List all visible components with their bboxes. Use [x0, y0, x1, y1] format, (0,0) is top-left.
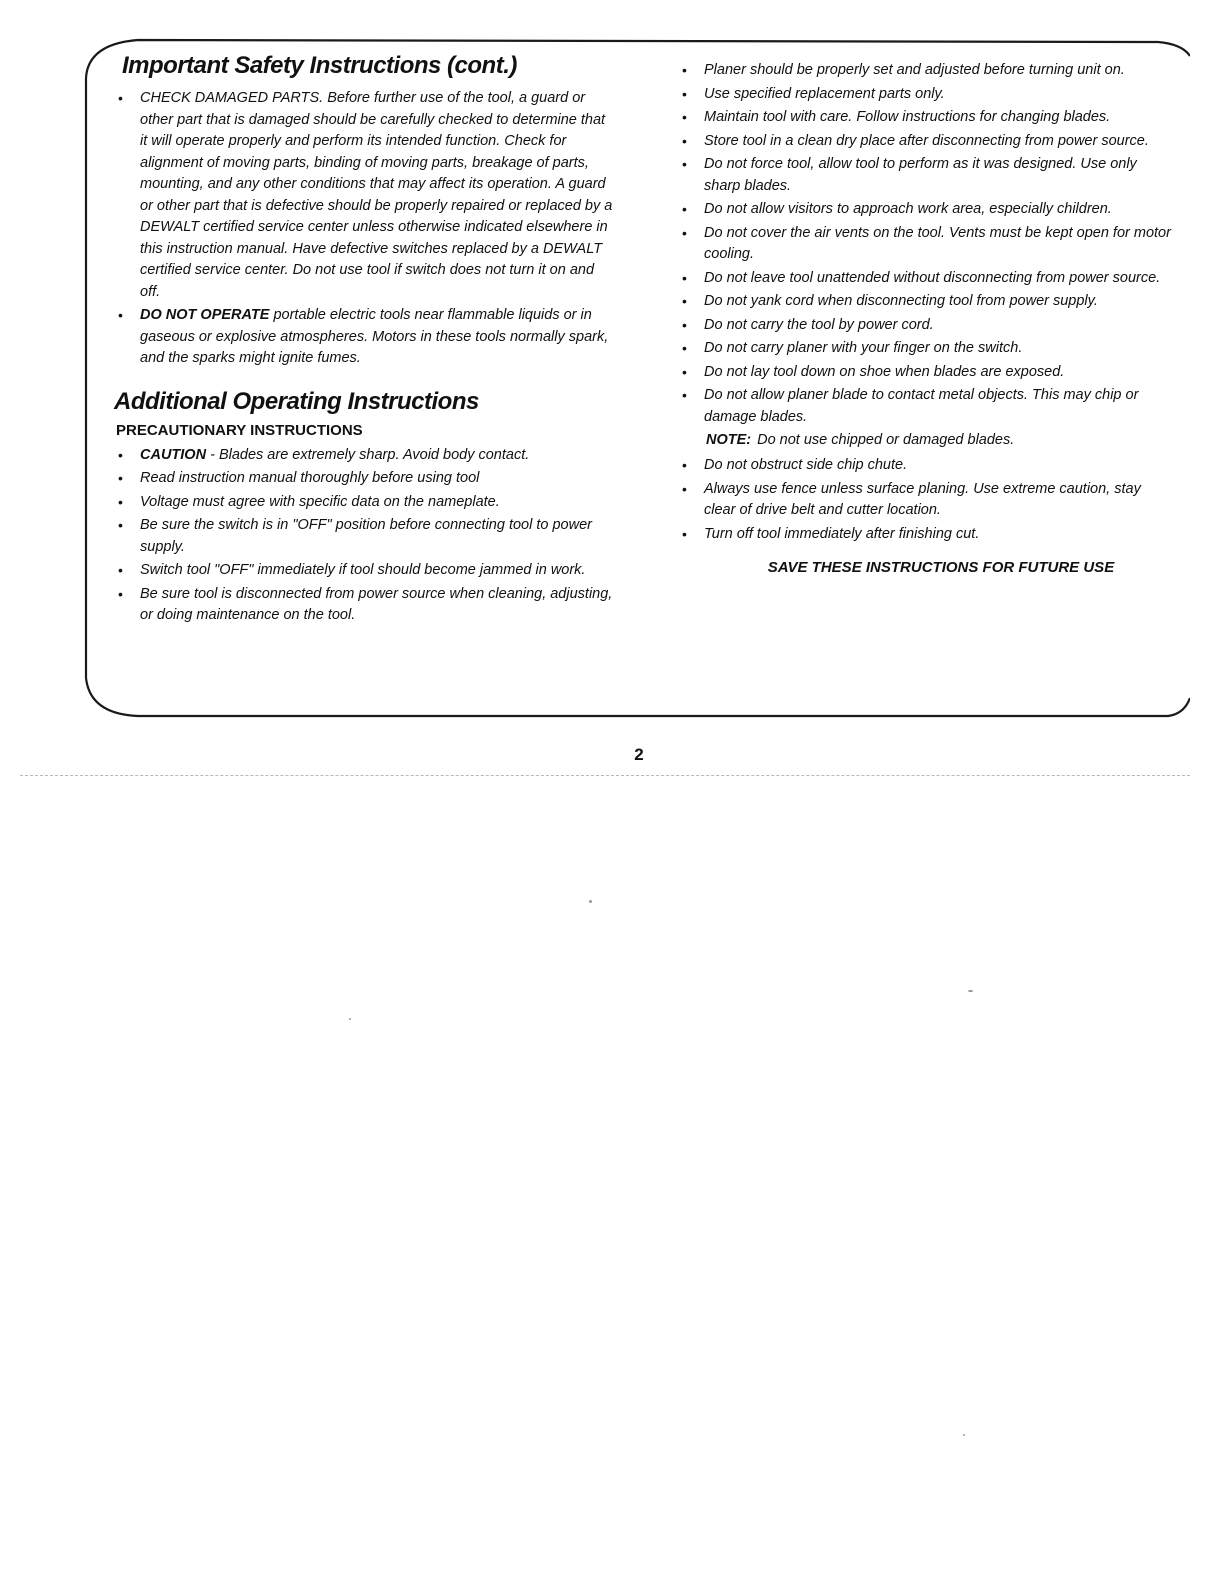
list-item	[678, 455, 1174, 477]
list-item	[678, 84, 1174, 106]
item-text: Do not carry planer with your finger on the switch.	[704, 340, 1023, 356]
item-text: Do not lay tool down on shoe when blades are exposed.	[704, 363, 1065, 380]
list-item	[114, 560, 614, 582]
list-item	[678, 479, 1174, 522]
list-item	[678, 338, 1174, 360]
item-text: - Blades are extremely sharp. Avoid body contact.	[206, 446, 530, 463]
item-text: Do not force tool, allow tool to perform as it was designed. Use only sharp blades.	[704, 156, 1137, 194]
list-item	[678, 60, 1174, 82]
list-item	[678, 315, 1174, 337]
list-item	[114, 584, 614, 627]
item-text: Do not leave tool unattended without disconnecting from power source.	[704, 269, 1161, 286]
operating-heading: Additional Operating Instructions	[114, 387, 479, 415]
note-lead: NOTE:	[706, 432, 752, 448]
list-item	[678, 524, 1174, 546]
item-text: Do not yank cord when disconnecting tool from power supply.	[704, 293, 1098, 309]
list-item	[678, 385, 1174, 428]
list-item	[678, 223, 1174, 266]
item-text: Be sure tool is disconnected from power source when cleaning, adjusting, or doing maintenance on the tool.	[140, 585, 613, 623]
list-item	[114, 445, 614, 467]
list-item	[678, 131, 1174, 153]
item-text: Maintain tool with care. Follow instructions for changing blades.	[704, 109, 1111, 125]
item-text: Do not allow planer blade to contact metal objects. This may chip or damage blades.	[704, 387, 1139, 425]
note	[678, 430, 1174, 451]
item-text: Voltage must agree with specific data on the nameplate.	[140, 493, 500, 510]
right-list-b	[678, 455, 1174, 545]
scan-speck	[589, 900, 592, 903]
right-list-a	[678, 60, 1174, 428]
item-text: Always use fence unless surface planing. Use extreme caution, stay clear of drive belt and cutter location.	[704, 480, 1141, 518]
item-text: Turn off tool immediately after finishing cut.	[704, 525, 980, 542]
item-lead: CAUTION	[140, 446, 207, 463]
note-text: Do not use chipped or damaged blades.	[757, 432, 1015, 448]
list-item	[114, 88, 614, 303]
right-column	[678, 60, 1174, 576]
list-item	[678, 291, 1174, 313]
item-text: portable electric tools near flammable liquids or in gaseous or explosive atmospheres. Motors in these tools normally spark, and the sparks might ignite fumes.	[140, 307, 609, 366]
list-item	[114, 515, 614, 558]
item-text: Do not allow visitors to approach work area, especially children.	[704, 201, 1112, 217]
list-item	[114, 468, 614, 490]
item-text: Do not cover the air vents on the tool. Vents must be kept open for motor cooling.	[704, 224, 1171, 262]
item-text: Do not carry the tool by power cord.	[704, 316, 934, 333]
item-lead: DO NOT OPERATE	[140, 307, 270, 323]
list-item	[114, 492, 614, 514]
scan-speck	[963, 1434, 965, 1436]
save-instructions: SAVE THESE INSTRUCTIONS FOR FUTURE USE	[767, 559, 1115, 576]
scan-speck	[349, 1018, 351, 1020]
item-text: Be sure the switch is in "OFF" position before connecting tool to power supply.	[140, 517, 592, 555]
item-text: Store tool in a clean dry place after disconnecting from power source.	[704, 132, 1149, 149]
list-item	[678, 362, 1174, 384]
list-item	[678, 107, 1174, 129]
precaution-list	[114, 445, 614, 627]
page-number: 2	[634, 745, 644, 764]
list-item	[678, 199, 1174, 221]
item-text: Use specified replacement parts only.	[704, 85, 945, 102]
item-text: CHECK DAMAGED PARTS. Before further use of the tool, a guard or other part that is damaged should be carefully checked to determine that it will operate properly and perform its intended function. Check for alignment of moving parts, binding of moving parts, breakage of parts, mounting, and any other conditions that may affect its operation. A guard or other part that is defective should be properly repaired or replaced by a DEWALT certified service center unless otherwise indicated elsewhere in this instruction manual. Have defective switches replaced by a DEWALT certified service center. Do not use tool if switch does not turn it on and off.	[140, 90, 613, 300]
scan-speck	[968, 990, 973, 992]
item-text: Switch tool "OFF" immediately if tool should become jammed in work.	[140, 562, 586, 578]
list-item	[678, 154, 1174, 197]
item-text: Read instruction manual thoroughly before using tool	[140, 470, 480, 486]
safety-heading: Important Safety Instructions (cont.)	[122, 52, 517, 79]
item-text: Planer should be properly set and adjusted before turning unit on.	[704, 62, 1125, 78]
list-item	[678, 268, 1174, 290]
safety-list	[114, 88, 614, 370]
item-text: Do not obstruct side chip chute.	[704, 457, 908, 473]
list-item	[114, 305, 614, 370]
left-column	[114, 52, 614, 629]
precautionary-subheading: PRECAUTIONARY INSTRUCTIONS	[116, 421, 363, 439]
page-divider	[20, 775, 1190, 776]
